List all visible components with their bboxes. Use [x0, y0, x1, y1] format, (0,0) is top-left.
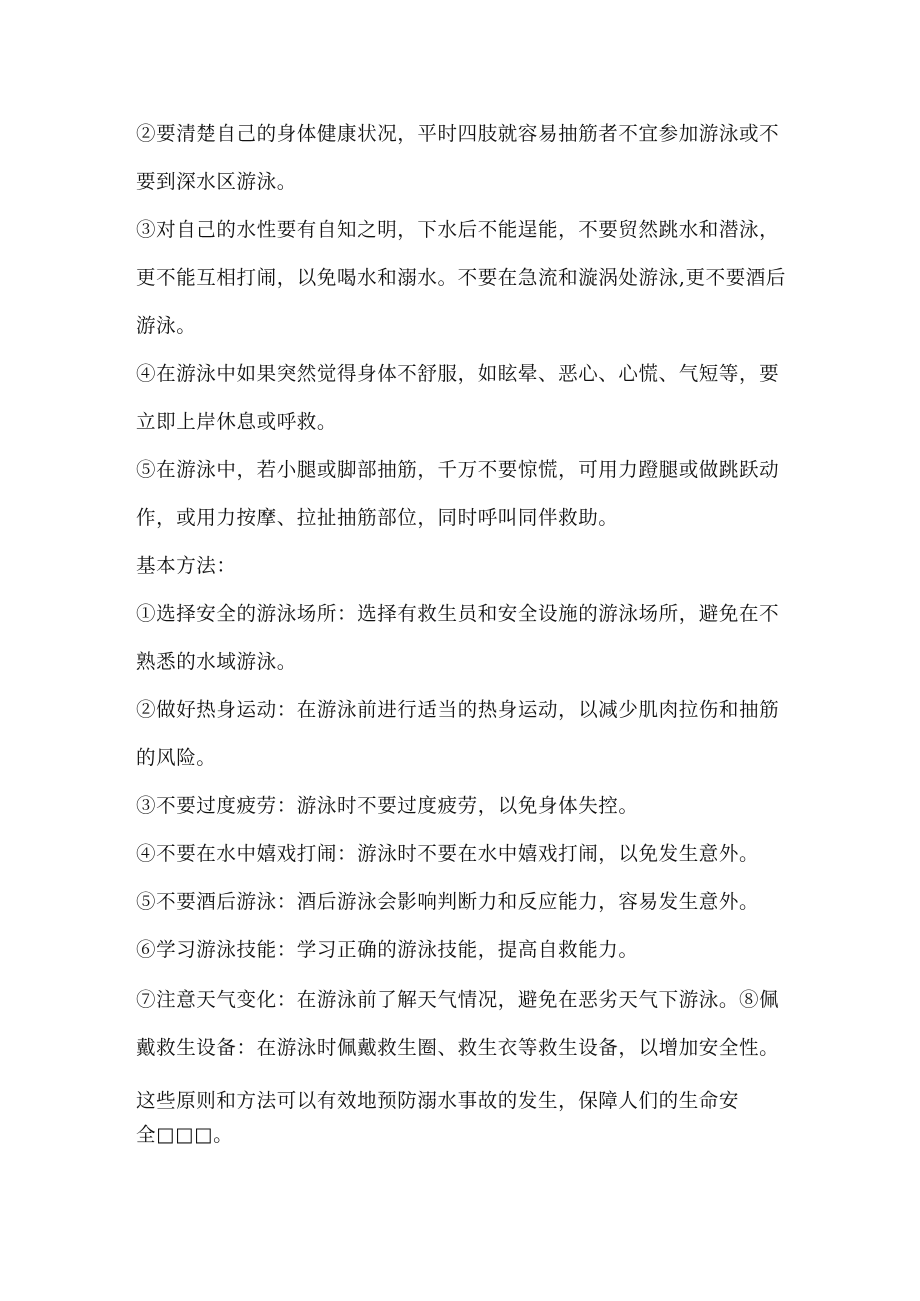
text-line: ④不要在水中嬉戏打闹：游泳时不要在水中嬉戏打闹，以免发生意外。	[136, 842, 760, 865]
text-line: 全□□□。	[136, 1123, 234, 1146]
text-line: ⑤在游泳中，若小腿或脚部抽筋，千万不要惊慌，可用力蹬腿或做跳跃动	[136, 458, 780, 481]
text-line: 这些原则和方法可以有效地预防溺水事故的发生，保障人们的生命安	[136, 1089, 740, 1112]
text-line: ②做好热身运动：在游泳前进行适当的热身运动，以减少肌肉拉伤和抽筋	[136, 698, 780, 721]
heading-basic-methods	[136, 542, 786, 590]
text-line: ⑥学习游泳技能：学习正确的游泳技能，提高自救能力。	[136, 938, 639, 961]
text-line: ①选择安全的游泳场所：选择有救生员和安全设施的游泳场所，避免在不	[136, 602, 780, 625]
text-line: 熟悉的水域游泳。	[136, 650, 297, 673]
paragraph-method-4	[136, 830, 786, 878]
text-line: ③不要过度疲劳：游泳时不要过度疲劳，以免身体失控。	[136, 794, 639, 817]
text-line: 的风险。	[136, 746, 217, 769]
paragraph-conclusion	[136, 1084, 786, 1152]
text-line: 戴救生设备：在游泳时佩戴救生圈、救生衣等救生设备，以增加安全性。	[136, 1036, 780, 1059]
text-line: ②要清楚自己的身体健康状况，平时四肢就容易抽筋者不宜参加游泳或不	[136, 122, 780, 145]
paragraph-method-2	[136, 686, 786, 782]
paragraph-method-3	[136, 782, 786, 830]
text-line: 立即上岸休息或呼救。	[136, 410, 338, 433]
paragraph-feel-unwell	[136, 350, 786, 446]
paragraph-method-7-8	[136, 976, 786, 1072]
text-line: 作，或用力按摩、拉扯抽筋部位，同时呼叫同伴救助。	[136, 506, 619, 529]
text-line: 更不能互相打闹，以免喝水和溺水。不要在急流和漩涡处游泳,更不要酒后	[136, 266, 786, 289]
paragraph-method-6	[136, 926, 786, 974]
text-line: ⑦注意天气变化：在游泳前了解天气情况，避免在恶劣天气下游泳。⑧佩	[136, 988, 780, 1011]
paragraph-method-1	[136, 590, 786, 686]
text-line: 游泳。	[136, 314, 197, 337]
text-line: ④在游泳中如果突然觉得身体不舒服，如眩晕、恶心、心慌、气短等，要	[136, 362, 780, 385]
paragraph-cramp	[136, 446, 786, 542]
paragraph-method-5	[136, 878, 786, 926]
paragraph-know-ability	[136, 206, 786, 350]
paragraph-swim-health	[136, 110, 786, 206]
text-line: 基本方法：	[136, 554, 237, 577]
text-line: ③对自己的水性要有自知之明，下水后不能逞能，不要贸然跳水和潜泳，	[136, 218, 780, 241]
text-line: 要到深水区游泳。	[136, 170, 297, 193]
text-line: ⑤不要酒后游泳：酒后游泳会影响判断力和反应能力，容易发生意外。	[136, 890, 760, 913]
